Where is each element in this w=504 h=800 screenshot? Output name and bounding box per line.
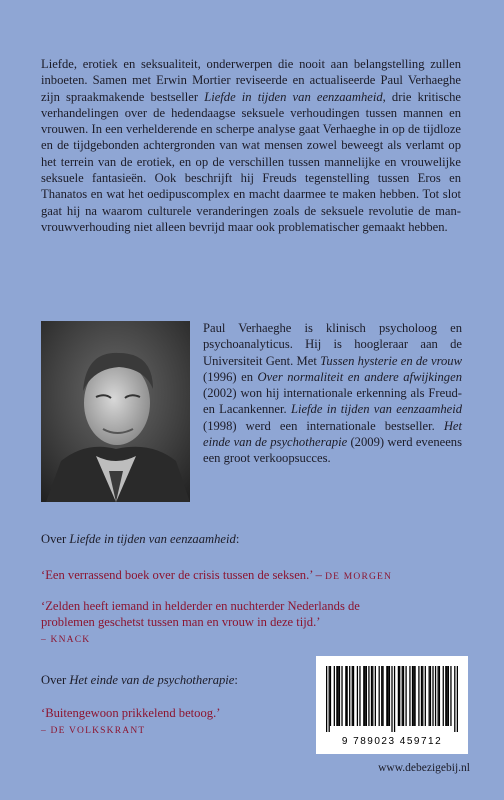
barcode-bar	[443, 666, 444, 726]
barcode-bar	[429, 666, 430, 726]
quote-text: ‘Zelden heeft iemand in helderder en nuchterder Nederlands de problemen geschetst tussen man en vrouw in deze tijd.’	[41, 599, 360, 629]
blurb-paragraph	[41, 56, 461, 235]
bio-text-2: (1996) en	[203, 369, 258, 384]
barcode-bar	[421, 666, 422, 726]
quote-de-morgen	[41, 567, 461, 585]
barcode-bar	[334, 666, 335, 726]
barcode-bar	[391, 666, 392, 732]
barcode-bar	[399, 666, 400, 726]
barcode-bar	[345, 666, 346, 726]
barcode-bar	[368, 666, 369, 726]
quote-text: ‘Een verrassend boek over de crisis tussen de seksen.’ –	[41, 568, 326, 582]
barcode-bar	[445, 666, 446, 726]
barcode-bar	[330, 666, 331, 726]
barcode-bar	[382, 666, 383, 726]
barcode-bar	[394, 666, 395, 732]
barcode-bar	[438, 666, 439, 726]
isbn-digits: 9 789023 459712	[341, 736, 443, 747]
barcode-bar	[326, 666, 327, 732]
section1-prefix: Over	[41, 532, 70, 546]
barcode-bar	[386, 666, 387, 726]
quote-knack	[41, 598, 411, 648]
barcode-bar	[402, 666, 403, 726]
section-heading-liefde	[41, 531, 239, 547]
barcode-bar	[409, 666, 410, 726]
barcode-bar	[372, 666, 373, 726]
barcode-bar	[336, 666, 337, 726]
section2-prefix: Over	[41, 673, 70, 687]
barcode-bar	[388, 666, 389, 726]
author-bio	[203, 320, 462, 467]
barcode-bar	[450, 666, 451, 726]
blurb-text-1: Liefde, erotiek en seksualiteit, onderwerpen die nooit aan belangstelling zullen inboeten. Samen met Erwin Mortier reviseerde en actualiseerde Paul Verhaeghe zijn spraakmakende bestseller	[41, 57, 461, 104]
barcode-bar	[339, 666, 340, 726]
barcode-bar	[439, 666, 440, 726]
barcode-bar	[405, 666, 406, 726]
barcode-bar	[347, 666, 348, 726]
blurb-text-2: , drie kritische verhandelingen over de hedendaagse seksuele verhoudingen tussen mannen en vrouwen. In een verhelderende en scherpe analyse gaat Verhaeghe in op de tijdloze en de tijdgebonden achtergronden van wat mensen zowel beweegt als verlamt op het terrein van de erotiek, en op de verschillen tussen mannelijke en vrouwelijke seksuele fantasieën. Ook beschrijft hij Freuds tegenstelling tussen Eros en Thanatos en wat het oedipuscomplex en macht daarmee te maken hebben. Tot slot gaat hij na waarom culturele veranderingen zoals de seksuele revolutie de man-vrouwverhouding niet alleen bevrijd maar ook problematischer gemaakt hebben.	[41, 89, 462, 234]
quote-volkskrant	[41, 705, 291, 739]
barcode-bar	[422, 666, 423, 726]
barcode-bar	[364, 666, 365, 726]
bio-text-3: (2002) won hij internationale erkenning als Freud- en Lacankenner.	[203, 386, 462, 417]
barcode-bar	[448, 666, 449, 726]
barcode-bar	[379, 666, 380, 726]
quote-source: – KNACK	[41, 635, 91, 645]
barcode-bar	[435, 666, 436, 726]
barcode-bar	[412, 666, 413, 726]
section1-suffix: :	[235, 532, 240, 546]
barcode-bar	[371, 666, 372, 726]
section2-title: Het einde van de psychotherapie	[69, 673, 235, 687]
barcode-bar	[352, 666, 353, 726]
section-heading-einde	[41, 672, 238, 688]
quote-text: ‘Buitengewoon prikkelend betoog.’	[41, 706, 221, 720]
barcode-bar	[457, 666, 458, 732]
barcode-bar	[398, 666, 399, 726]
barcode-bar	[375, 666, 376, 726]
quote-source: – DE VOLKSKRANT	[41, 726, 146, 736]
barcode-bars	[326, 666, 458, 732]
bio-text-1: Paul Verhaeghe is klinisch psycholoog en psychoanalyticus. Hij is hoogleraar aan de Universiteit Gent. Met	[203, 321, 462, 368]
author-photo	[41, 321, 190, 502]
publisher-website: www.debezigebij.nl	[378, 762, 470, 774]
barcode-bar	[341, 666, 342, 726]
barcode-bar	[357, 666, 358, 726]
barcode-bar	[338, 666, 339, 726]
bio-book-3: Liefde in tijden van eenzaamheid	[290, 402, 462, 417]
barcode-bar	[403, 666, 404, 726]
bio-book-1: Tussen hysterie en de vrouw	[320, 353, 462, 368]
barcode-bar	[454, 666, 455, 732]
barcode-bar	[381, 666, 382, 726]
barcode-bar	[329, 666, 330, 732]
barcode-bar	[425, 666, 426, 726]
bio-book-4: Het einde van de psychotherapie	[203, 418, 462, 450]
bio-text-4: (1998) werd een internationale bestseller.	[203, 418, 444, 433]
quote-source: DE MORGEN	[325, 572, 393, 582]
barcode-bar	[349, 666, 350, 726]
bio-text-5: (2009) werd eveneens een groot verkoopsucces.	[203, 435, 462, 466]
barcode-bar	[418, 666, 419, 726]
barcode-bar	[353, 666, 354, 726]
barcode-bar	[414, 666, 415, 726]
barcode-bar	[389, 666, 390, 726]
blurb-book-title: Liefde in tijden van eenzaamheid	[204, 89, 383, 104]
section2-suffix: :	[234, 673, 238, 687]
barcode-bar	[413, 666, 414, 726]
author-portrait-image	[41, 321, 190, 502]
bio-book-2: Over normaliteit en andere afwijkingen	[257, 369, 462, 384]
barcode-bar	[363, 666, 364, 726]
barcode-bar	[432, 666, 433, 726]
section1-title: Liefde in tijden van eenzaamheid	[69, 532, 236, 546]
barcode-bar	[366, 666, 367, 726]
barcode-bar	[359, 666, 360, 726]
barcode-bar	[446, 666, 447, 726]
barcode-bar	[430, 666, 431, 726]
isbn-barcode	[316, 656, 468, 754]
